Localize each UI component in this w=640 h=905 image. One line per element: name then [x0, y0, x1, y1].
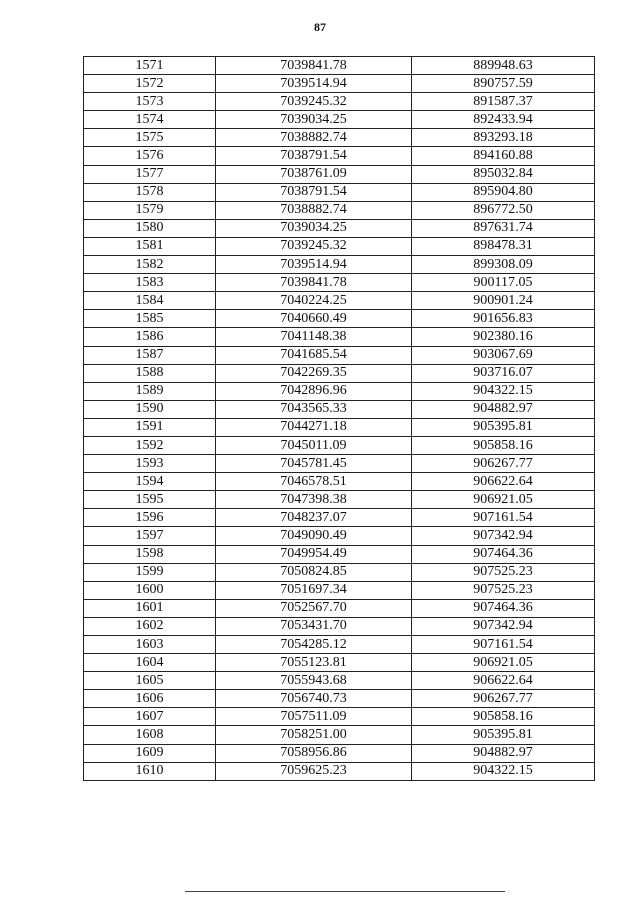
- table-row: [84, 654, 595, 672]
- point-number-cell: 1589: [84, 382, 216, 400]
- x-coordinate-cell: 7055943.68: [216, 672, 412, 690]
- point-number-cell: 1602: [84, 617, 216, 635]
- y-coordinate-cell: 904882.97: [412, 744, 595, 762]
- table-row: [84, 527, 595, 545]
- y-coordinate-cell: 907342.94: [412, 527, 595, 545]
- y-coordinate-cell: 895904.80: [412, 183, 595, 201]
- x-coordinate-cell: 7039514.94: [216, 256, 412, 274]
- point-number-cell: 1576: [84, 147, 216, 165]
- point-number-cell: 1579: [84, 201, 216, 219]
- y-coordinate-cell: 905858.16: [412, 436, 595, 454]
- x-coordinate-cell: 7040660.49: [216, 310, 412, 328]
- x-coordinate-cell: 7042269.35: [216, 364, 412, 382]
- table-row: [84, 364, 595, 382]
- point-number-cell: 1605: [84, 672, 216, 690]
- y-coordinate-cell: 895032.84: [412, 165, 595, 183]
- table-row: [84, 274, 595, 292]
- y-coordinate-cell: 907342.94: [412, 617, 595, 635]
- point-number-cell: 1574: [84, 111, 216, 129]
- table-row: [84, 57, 595, 75]
- point-number-cell: 1607: [84, 708, 216, 726]
- x-coordinate-cell: 7046578.51: [216, 473, 412, 491]
- x-coordinate-cell: 7039245.32: [216, 93, 412, 111]
- x-coordinate-cell: 7042896.96: [216, 382, 412, 400]
- table-row: [84, 93, 595, 111]
- y-coordinate-cell: 906267.77: [412, 455, 595, 473]
- point-number-cell: 1585: [84, 310, 216, 328]
- y-coordinate-cell: 898478.31: [412, 237, 595, 255]
- y-coordinate-cell: 907161.54: [412, 509, 595, 527]
- point-number-cell: 1588: [84, 364, 216, 382]
- table-row: [84, 599, 595, 617]
- y-coordinate-cell: 907525.23: [412, 581, 595, 599]
- x-coordinate-cell: 7038791.54: [216, 147, 412, 165]
- point-number-cell: 1592: [84, 436, 216, 454]
- point-number-cell: 1609: [84, 744, 216, 762]
- x-coordinate-cell: 7040224.25: [216, 292, 412, 310]
- x-coordinate-cell: 7039514.94: [216, 75, 412, 93]
- table-row: [84, 346, 595, 364]
- y-coordinate-cell: 894160.88: [412, 147, 595, 165]
- x-coordinate-cell: 7049954.49: [216, 545, 412, 563]
- point-number-cell: 1575: [84, 129, 216, 147]
- point-number-cell: 1598: [84, 545, 216, 563]
- table-row: [84, 436, 595, 454]
- point-number-cell: 1573: [84, 93, 216, 111]
- table-row: [84, 762, 595, 780]
- point-number-cell: 1594: [84, 473, 216, 491]
- point-number-cell: 1600: [84, 581, 216, 599]
- y-coordinate-cell: 905858.16: [412, 708, 595, 726]
- table-row: [84, 111, 595, 129]
- x-coordinate-cell: 7039034.25: [216, 111, 412, 129]
- y-coordinate-cell: 907464.36: [412, 545, 595, 563]
- table-row: [84, 75, 595, 93]
- y-coordinate-cell: 889948.63: [412, 57, 595, 75]
- table-row: [84, 201, 595, 219]
- y-coordinate-cell: 905395.81: [412, 418, 595, 436]
- point-number-cell: 1597: [84, 527, 216, 545]
- table-row: [84, 237, 595, 255]
- point-number-cell: 1593: [84, 455, 216, 473]
- y-coordinate-cell: 900117.05: [412, 274, 595, 292]
- y-coordinate-cell: 905395.81: [412, 726, 595, 744]
- x-coordinate-cell: 7058956.86: [216, 744, 412, 762]
- point-number-cell: 1590: [84, 400, 216, 418]
- table-row: [84, 545, 595, 563]
- x-coordinate-cell: 7057511.09: [216, 708, 412, 726]
- point-number-cell: 1580: [84, 219, 216, 237]
- point-number-cell: 1587: [84, 346, 216, 364]
- x-coordinate-cell: 7059625.23: [216, 762, 412, 780]
- x-coordinate-cell: 7050824.85: [216, 563, 412, 581]
- table-row: [84, 708, 595, 726]
- y-coordinate-cell: 904882.97: [412, 400, 595, 418]
- y-coordinate-cell: 906267.77: [412, 690, 595, 708]
- x-coordinate-cell: 7039841.78: [216, 274, 412, 292]
- x-coordinate-cell: 7039841.78: [216, 57, 412, 75]
- y-coordinate-cell: 906921.05: [412, 654, 595, 672]
- table-row: [84, 256, 595, 274]
- x-coordinate-cell: 7048237.07: [216, 509, 412, 527]
- y-coordinate-cell: 897631.74: [412, 219, 595, 237]
- point-number-cell: 1599: [84, 563, 216, 581]
- x-coordinate-cell: 7044271.18: [216, 418, 412, 436]
- x-coordinate-cell: 7058251.00: [216, 726, 412, 744]
- x-coordinate-cell: 7039245.32: [216, 237, 412, 255]
- point-number-cell: 1586: [84, 328, 216, 346]
- x-coordinate-cell: 7041148.38: [216, 328, 412, 346]
- table-row: [84, 147, 595, 165]
- y-coordinate-cell: 907161.54: [412, 636, 595, 654]
- point-number-cell: 1577: [84, 165, 216, 183]
- y-coordinate-cell: 900901.24: [412, 292, 595, 310]
- coordinates-table: [83, 56, 595, 781]
- point-number-cell: 1571: [84, 57, 216, 75]
- x-coordinate-cell: 7051697.34: [216, 581, 412, 599]
- x-coordinate-cell: 7045011.09: [216, 436, 412, 454]
- y-coordinate-cell: 907464.36: [412, 599, 595, 617]
- table-row: [84, 382, 595, 400]
- x-coordinate-cell: 7038882.74: [216, 129, 412, 147]
- x-coordinate-cell: 7055123.81: [216, 654, 412, 672]
- table-row: [84, 129, 595, 147]
- x-coordinate-cell: 7038761.09: [216, 165, 412, 183]
- x-coordinate-cell: 7054285.12: [216, 636, 412, 654]
- point-number-cell: 1595: [84, 491, 216, 509]
- table-row: [84, 726, 595, 744]
- y-coordinate-cell: 903716.07: [412, 364, 595, 382]
- point-number-cell: 1572: [84, 75, 216, 93]
- point-number-cell: 1596: [84, 509, 216, 527]
- point-number-cell: 1578: [84, 183, 216, 201]
- table-row: [84, 418, 595, 436]
- y-coordinate-cell: 906622.64: [412, 473, 595, 491]
- point-number-cell: 1610: [84, 762, 216, 780]
- x-coordinate-cell: 7045781.45: [216, 455, 412, 473]
- page-number: 87: [314, 20, 326, 34]
- y-coordinate-cell: 902380.16: [412, 328, 595, 346]
- point-number-cell: 1606: [84, 690, 216, 708]
- y-coordinate-cell: 907525.23: [412, 563, 595, 581]
- y-coordinate-cell: 896772.50: [412, 201, 595, 219]
- table-row: [84, 165, 595, 183]
- table-row: [84, 744, 595, 762]
- y-coordinate-cell: 904322.15: [412, 762, 595, 780]
- x-coordinate-cell: 7038791.54: [216, 183, 412, 201]
- x-coordinate-cell: 7053431.70: [216, 617, 412, 635]
- table-row: [84, 400, 595, 418]
- table-row: [84, 183, 595, 201]
- x-coordinate-cell: 7056740.73: [216, 690, 412, 708]
- table-row: [84, 636, 595, 654]
- point-number-cell: 1582: [84, 256, 216, 274]
- y-coordinate-cell: 890757.59: [412, 75, 595, 93]
- point-number-cell: 1583: [84, 274, 216, 292]
- table-row: [84, 509, 595, 527]
- table-row: [84, 328, 595, 346]
- y-coordinate-cell: 904322.15: [412, 382, 595, 400]
- x-coordinate-cell: 7052567.70: [216, 599, 412, 617]
- x-coordinate-cell: 7049090.49: [216, 527, 412, 545]
- point-number-cell: 1604: [84, 654, 216, 672]
- y-coordinate-cell: 906921.05: [412, 491, 595, 509]
- table-row: [84, 491, 595, 509]
- x-coordinate-cell: 7047398.38: [216, 491, 412, 509]
- table-row: [84, 672, 595, 690]
- table-row: [84, 292, 595, 310]
- table-row: [84, 581, 595, 599]
- point-number-cell: 1601: [84, 599, 216, 617]
- table-row: [84, 455, 595, 473]
- point-number-cell: 1584: [84, 292, 216, 310]
- y-coordinate-cell: 892433.94: [412, 111, 595, 129]
- point-number-cell: 1581: [84, 237, 216, 255]
- point-number-cell: 1591: [84, 418, 216, 436]
- table-row: [84, 219, 595, 237]
- x-coordinate-cell: 7043565.33: [216, 400, 412, 418]
- x-coordinate-cell: 7038882.74: [216, 201, 412, 219]
- table-row: [84, 563, 595, 581]
- coordinates-table-body: [84, 57, 595, 781]
- table-row: [84, 690, 595, 708]
- y-coordinate-cell: 893293.18: [412, 129, 595, 147]
- y-coordinate-cell: 906622.64: [412, 672, 595, 690]
- y-coordinate-cell: 891587.37: [412, 93, 595, 111]
- table-row: [84, 310, 595, 328]
- y-coordinate-cell: 901656.83: [412, 310, 595, 328]
- y-coordinate-cell: 903067.69: [412, 346, 595, 364]
- x-coordinate-cell: 7039034.25: [216, 219, 412, 237]
- x-coordinate-cell: 7041685.54: [216, 346, 412, 364]
- table-row: [84, 473, 595, 491]
- point-number-cell: 1608: [84, 726, 216, 744]
- point-number-cell: 1603: [84, 636, 216, 654]
- table-row: [84, 617, 595, 635]
- y-coordinate-cell: 899308.09: [412, 256, 595, 274]
- bottom-rule: [185, 891, 505, 892]
